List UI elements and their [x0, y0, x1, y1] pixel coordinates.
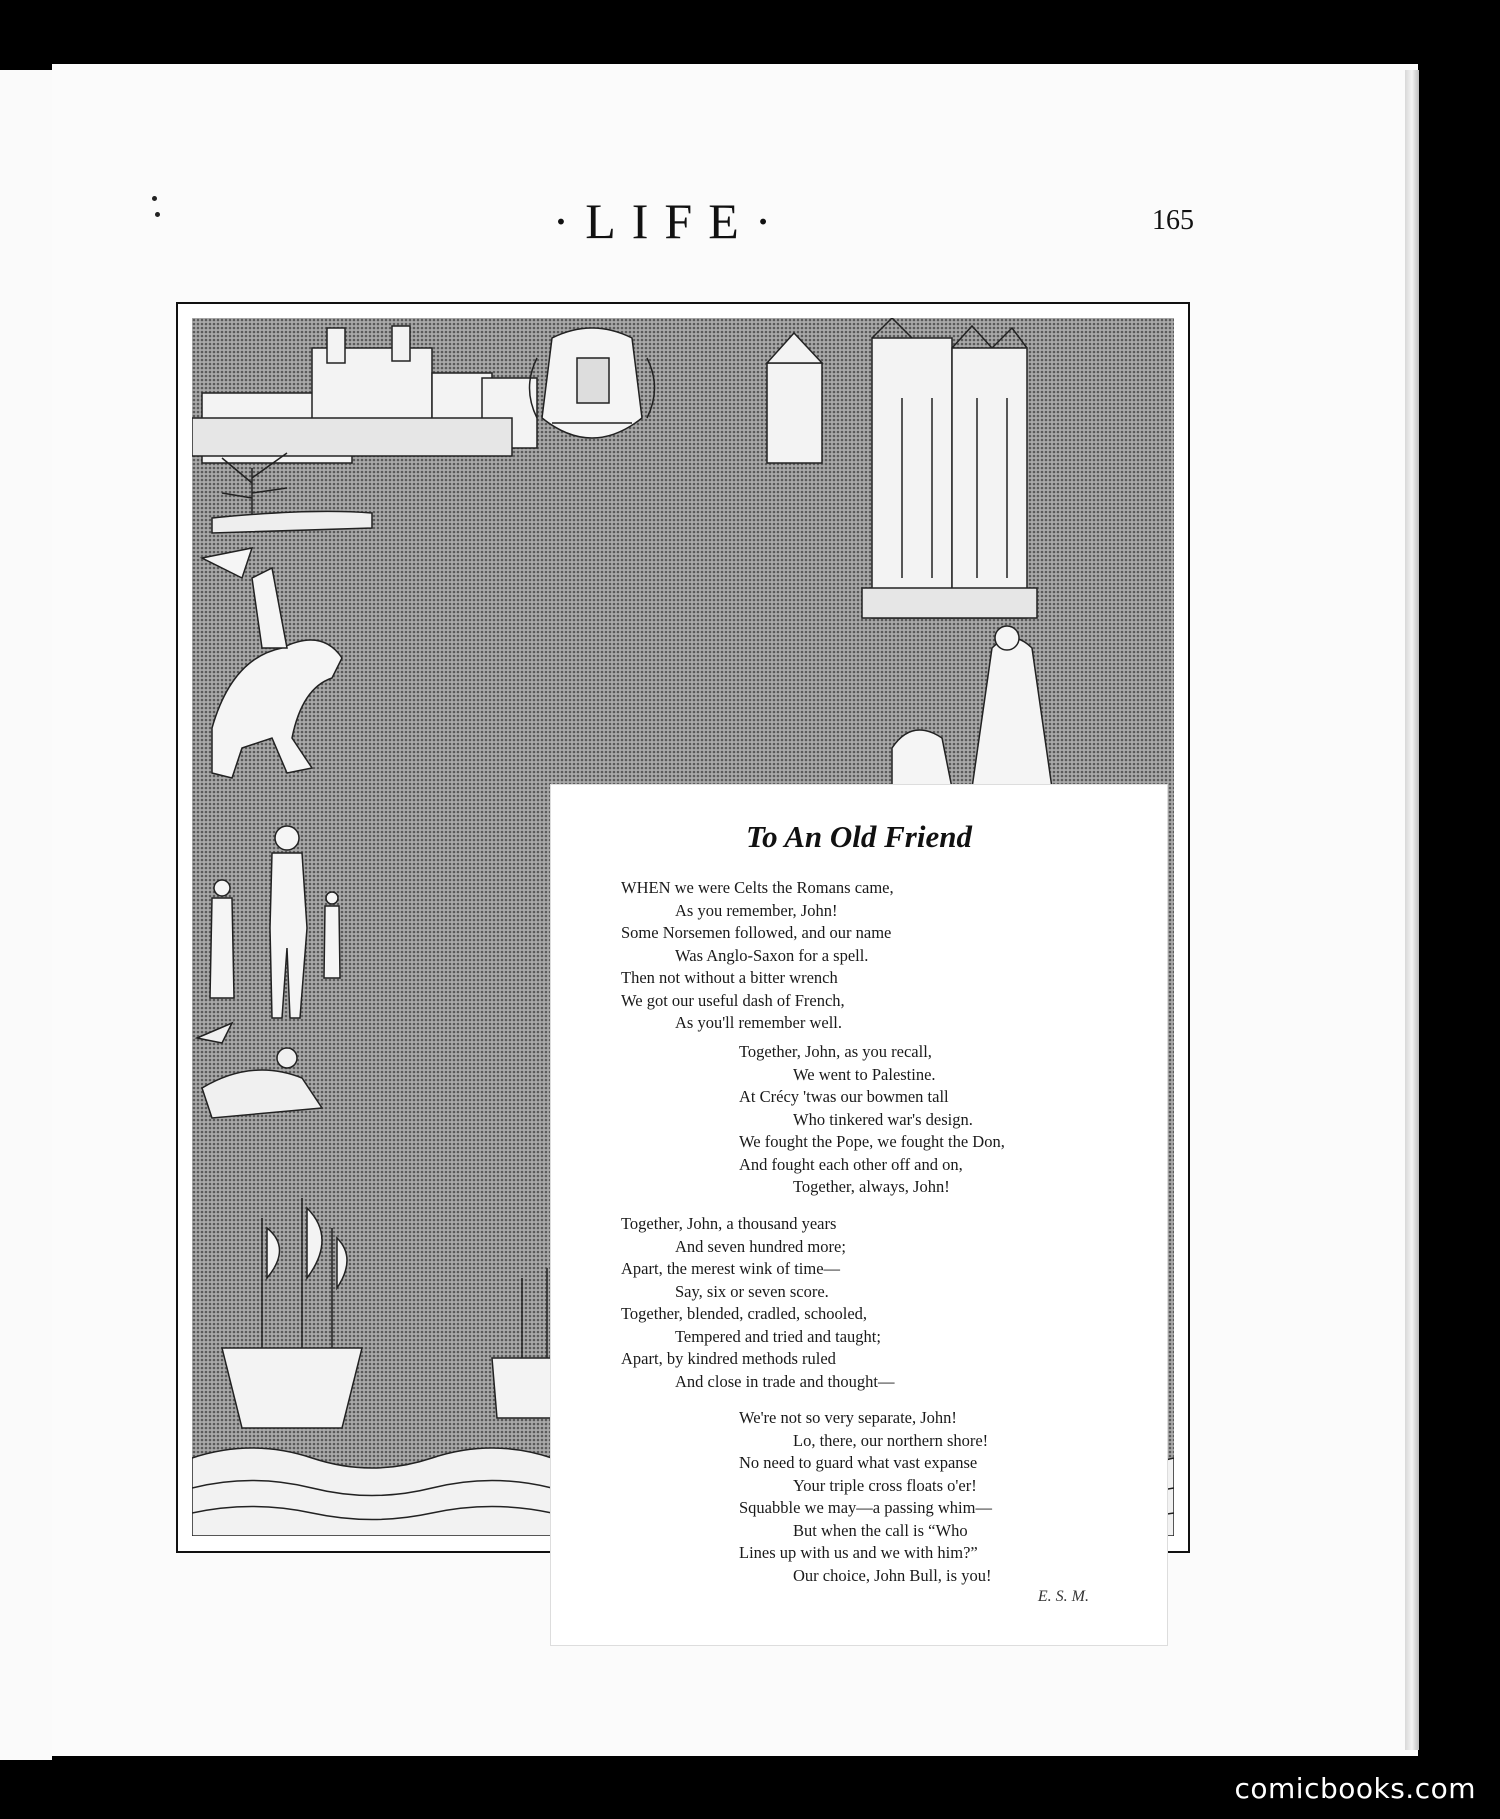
poem-line: And fought each other off and on,	[739, 1154, 963, 1174]
poem-line: Lines up with us and we with him?”	[739, 1543, 978, 1562]
illustrated-border-frame	[176, 302, 1190, 1605]
poem-stanza-2	[739, 1041, 1005, 1199]
poem-line: Your triple cross floats o'er!	[793, 1475, 977, 1495]
site-watermark: comicbooks.com	[1234, 1772, 1476, 1805]
page-number: 165	[1152, 205, 1194, 236]
poem-line: Apart, the merest wink of time—	[621, 1259, 841, 1278]
poem-line: Lo, there, our northern shore!	[793, 1430, 989, 1450]
poem-line: But when the call is “Who	[793, 1520, 968, 1540]
poem-line: Together, always, John!	[793, 1177, 950, 1196]
poem-line: Tempered and tried and taught;	[675, 1326, 881, 1346]
poem-line: We went to Palestine.	[793, 1064, 936, 1084]
poem-line: Then not without a bitter wrench	[621, 968, 838, 987]
poem-line: And close in trade and thought—	[675, 1371, 895, 1391]
poem-line: At Crécy 'twas our bowmen tall	[739, 1087, 949, 1106]
adjacent-page-edge	[0, 70, 52, 1760]
poem-panel	[550, 784, 1168, 1646]
poem-line: We got our useful dash of French,	[621, 990, 845, 1010]
poem-line: Apart, by kindred methods ruled	[621, 1349, 836, 1368]
poem-line: Together, blended, cradled, schooled,	[621, 1304, 868, 1323]
poem-line: Our choice, John Bull, is you!	[793, 1565, 992, 1585]
poem-title: To An Old Friend	[746, 819, 972, 854]
poem-line: And seven hundred more;	[675, 1236, 846, 1256]
poem-line: As you'll remember well.	[675, 1013, 843, 1032]
print-speck	[155, 212, 160, 217]
magazine-masthead: ·LIFE·	[552, 193, 788, 249]
poem-stanza-3	[621, 1213, 895, 1393]
poem-stanza-1	[621, 877, 894, 1035]
poem-signature: E. S. M.	[1037, 1588, 1089, 1605]
poem-line: Together, John, as you recall,	[739, 1042, 932, 1061]
poem-stanza-4	[739, 1407, 992, 1587]
poem-line: No need to guard what vast expanse	[739, 1453, 978, 1472]
poem-line: As you remember, John!	[675, 900, 838, 920]
print-speck	[152, 196, 157, 201]
page-edge-shadow	[1405, 70, 1419, 1750]
poem-line: Squabble we may—a passing whim—	[739, 1498, 992, 1517]
poem-line: Some Norsemen followed, and our name	[621, 923, 892, 942]
poem-line: Say, six or seven score.	[675, 1281, 829, 1301]
poem-line: Together, John, a thousand years	[621, 1214, 837, 1233]
poem-line: We fought the Pope, we fought the Don,	[739, 1132, 1005, 1151]
poem-line: WHEN we were Celts the Romans came,	[621, 878, 894, 897]
poem-line: Was Anglo-Saxon for a spell.	[675, 945, 869, 965]
poem-line: We're not so very separate, John!	[739, 1408, 957, 1427]
poem-line: Who tinkered war's design.	[793, 1109, 973, 1129]
